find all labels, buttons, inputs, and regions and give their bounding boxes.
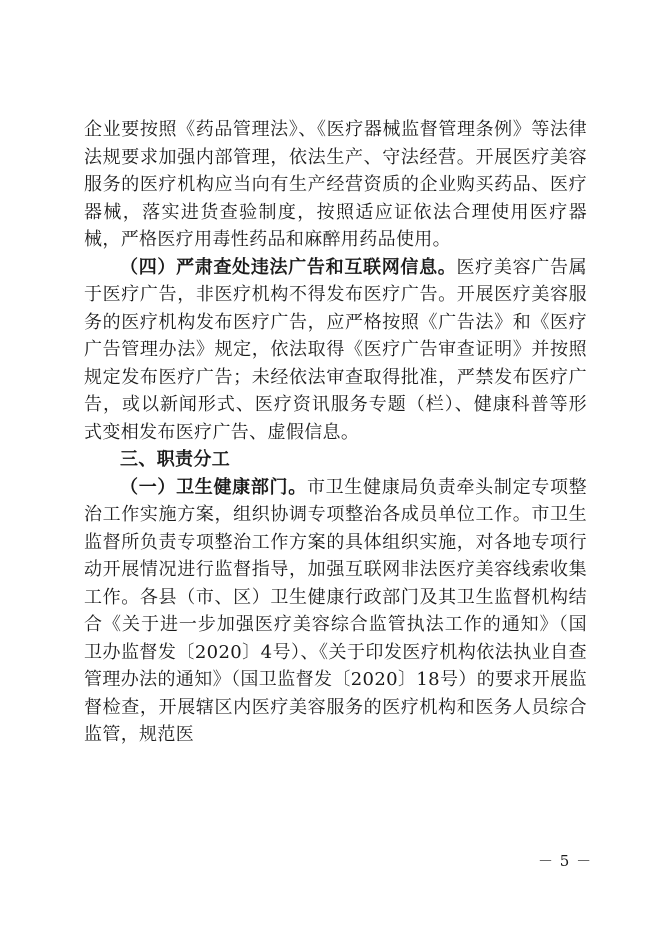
item-1-heading: （一）卫生健康部门。: [120, 476, 307, 498]
section-3-title: 三、职责分工: [120, 449, 231, 470]
continuation-text: 企业要按照《药品管理法》、《医疗器械监督管理条例》等法律法规要求加强内部管理，依法生产、守法经营。开展医疗美容服务的医疗机构应当向有生产经营资质的企业购买药品、医疗器械，落实进货查验制度，按照适应证依法合理使用医疗器械，严格医疗用毒性药品和麻醉用药品使用。: [84, 119, 587, 250]
page-number: － 5 －: [538, 852, 593, 870]
item-4-heading: （四）严肃查处违法广告和互联网信息。: [120, 256, 457, 278]
item-4-paragraph: [84, 254, 587, 447]
continuation-paragraph: [84, 116, 587, 254]
item-4-body: 医疗美容广告属于医疗广告，非医疗机构不得发布医疗广告。开展医疗美容服务的医疗机构发布医疗广告，应严格按照《广告法》和《医疗广告管理办法》规定，依法取得《医疗广告审查证明》并按照规定发布医疗广告；未经依法审查取得批准，严禁发布医疗广告，或以新闻形式、医疗资讯服务专题（栏）、健康科普等形式变相发布医疗广告、虚假信息。: [84, 256, 587, 443]
item-1-paragraph: [84, 474, 587, 749]
item-1-body: 市卫生健康局负责牵头制定专项整治工作实施方案，组织协调专项整治各成员单位工作。市卫生监督所负责专项整治工作方案的具体组织实施，对各地专项行动开展情况进行监督指导，加强互联网非法医疗美容线索收集工作。各县（市、区）卫生健康行政部门及其卫生监督机构结合《关于进一步加强医疗美容综合监管执法工作的通知》（国卫办监督发〔2020〕4号）、《关于印发医疗机构依法执业自查管理办法的通知》（国卫监督发〔2020〕18号）的要求开展监督检查，开展辖区内医疗美容服务的医疗机构和医务人员综合监管，规范医: [84, 476, 587, 745]
document-body: [84, 116, 587, 749]
